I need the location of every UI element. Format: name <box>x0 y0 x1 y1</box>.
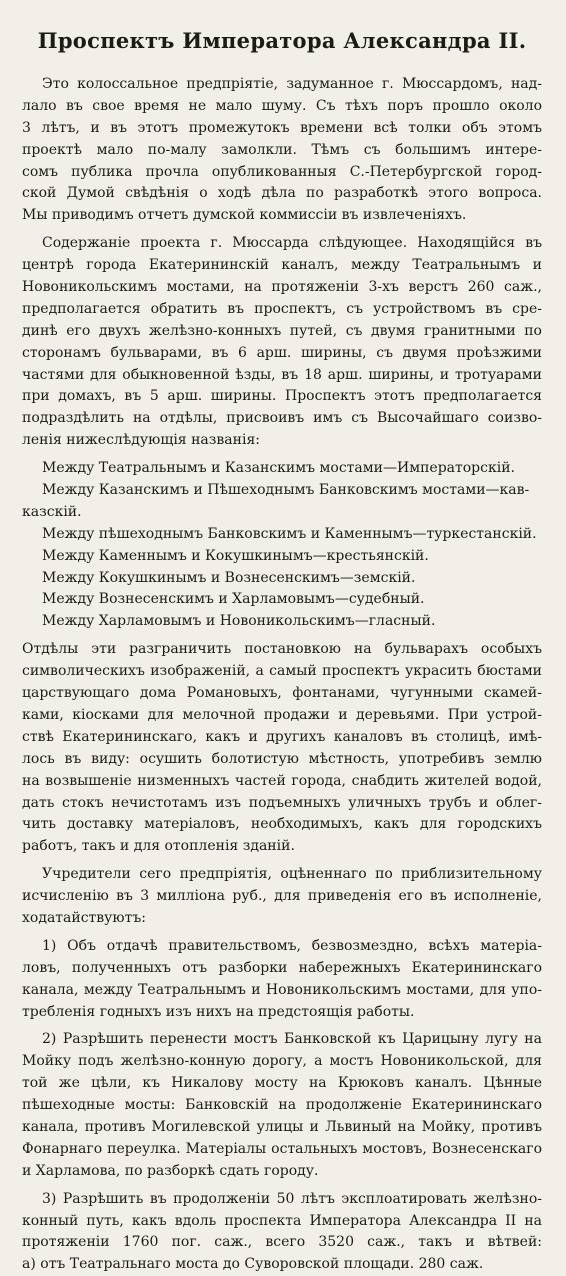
text-line: Мойку подъ желѣзно-конную дорогу, а мостъ Новоникольской, для <box>22 1053 542 1070</box>
text-line: центрѣ города Екатерининскій каналъ, между Театральнымъ и <box>22 257 542 274</box>
paragraph <box>22 936 542 1024</box>
paragraph <box>22 639 542 858</box>
text-line: конный путь, какъ вдоль проспекта Императора Александра II на <box>22 1212 542 1229</box>
text-line: Новоникольскимъ мостами, на протяженіи 3-хъ верстъ 260 саж., <box>22 279 542 296</box>
text-line: ленія нижеслѣдующія названія: <box>22 432 260 449</box>
text-line: 3 лѣтъ, и въ этотъ промежутокъ времени всѣ толки объ этомъ <box>22 119 542 136</box>
text-line: протяженіи 1760 пог. саж., всего 3520 саж., такъ и вѣтвей: <box>22 1234 542 1251</box>
text-line: динѣ его двухъ желѣзно-конныхъ путей, съ двумя гранитными по <box>22 322 542 339</box>
text-line: Мы приводимъ отчетъ думской коммиссіи въ извлеченіяхъ. <box>22 207 467 224</box>
text-line: дать стокъ нечистотамъ изъ подъемныхъ уличныхъ трубъ и облег- <box>22 794 542 811</box>
text-line: той же цѣли, къ Никалову мосту на Крюковъ каналъ. Цѣнные <box>22 1075 542 1092</box>
paragraph <box>22 74 542 227</box>
text-line: ской Думой свѣдѣнія о ходѣ дѣла по разработкѣ этого вопроса. <box>22 185 542 202</box>
text-line: работъ, такъ и для отопленія зданій. <box>22 838 295 855</box>
text-line: подраздѣлить на отдѣлы, присвоивъ имъ съ Высочайшаго соизво- <box>22 410 542 427</box>
paragraph <box>22 502 542 524</box>
paragraph <box>22 524 542 633</box>
text-line: символическихъ изображеній, а самый проспектъ украсить бюстами <box>22 663 542 680</box>
text-line: предполагается обратить въ проспектъ, съ устройствомъ въ сре- <box>22 300 542 317</box>
paragraph <box>22 1189 542 1276</box>
text-line: лало въ свое время не мало шуму. Съ тѣхъ поръ прошло около <box>22 97 542 114</box>
text-line: Это колоссальное предпріятіе, задуманное г. Мюссардомъ, над- <box>42 76 542 92</box>
text-line: канала, противъ Могилевской улицы и Львиный на Мойку, противъ <box>22 1118 542 1135</box>
text-line: а) отъ Театральнаго моста до Суворовской площади. 280 саж. <box>22 1256 484 1273</box>
text-line: и Харламова, по разборкѣ сдать городу. <box>22 1162 319 1179</box>
paragraph <box>22 1029 542 1182</box>
text-line: частями для обыкновенной ѣзды, въ 18 арш. ширины, и тротуарами <box>22 366 542 383</box>
paragraph <box>22 864 542 930</box>
text-line: проектѣ мало по-малу замолкли. Тѣмъ съ большимъ интере- <box>22 141 542 158</box>
paragraph <box>22 233 542 452</box>
text-line: Отдѣлы эти разграничить постановкою на бульварахъ особыхъ <box>22 641 542 658</box>
text-line: ствѣ Екатерининскаго, какъ и другихъ каналовъ въ столицѣ, имѣ- <box>22 728 542 745</box>
text-line: требленія годныхъ изъ нихъ на предстоящія работы. <box>22 1003 415 1020</box>
text-line: Содержаніе проекта г. Мюссарда слѣдующее. Находящійся въ <box>42 235 542 252</box>
text-line: чить доставку матеріаловъ, необходимыхъ, какъ для городскихъ <box>22 816 542 833</box>
text-line: Между Вознесенскимъ и Харламовымъ—судебный. <box>42 591 425 608</box>
text-line: Между Театральнымъ и Казанскимъ мостами—Императорскій. <box>42 460 515 477</box>
page-title: Проспектъ Императора Александра II. <box>37 28 527 53</box>
text-line: Фонарнаго переулка. Матеріалы остальныхъ мостовъ, Вознесенскаго <box>22 1140 542 1157</box>
text-line: ками, кіосками для мелочной продажи и деревьями. При устрой- <box>22 706 542 723</box>
text-line: сомъ публика прочла опубликованныя С.-Петербургской город- <box>22 163 542 180</box>
text-line: пѣшеходные мосты: Банковскій на продолженіе Екатерининскаго <box>22 1097 542 1114</box>
text-line: казскій. <box>22 503 82 520</box>
text-line: 1) Объ отдачѣ правительствомъ, безвозмездно, всѣхъ матеріа- <box>42 937 542 954</box>
paragraph <box>22 458 542 502</box>
text-line: Между Казанскимъ и Пѣшеходнымъ Банковскимъ мостами—кав- <box>42 482 530 499</box>
text-line: 3) Разрѣшить въ продолженіи 50 лѣтъ эксплоатировать желѣзно- <box>42 1190 542 1207</box>
text-line: исчисленію въ 3 милліона руб., для приведенія его въ исполненіе, <box>22 888 542 905</box>
text-line: при домахъ, въ 5 арш. ширины. Проспектъ этотъ предполагается <box>22 388 542 405</box>
text-line: Учредители сего предпріятія, оцѣненнаго по приблизительному <box>42 866 542 883</box>
text-line: Между Харламовымъ и Новоникольскимъ—гласный. <box>42 613 436 630</box>
text-line: на возвышеніе низменныхъ частей города, снабдить жителей водой, <box>22 772 542 789</box>
article-body <box>22 74 542 1276</box>
text-line: сторонамъ бульварами, въ 6 арш. ширины, съ двумя проѣзжими <box>22 344 542 361</box>
text-line: лось въ виду: осушить болотистую мѣстность, употребивъ землю <box>22 750 542 767</box>
text-line: ловъ, полученныхъ отъ разборки набережныхъ Екатерининскаго <box>22 959 542 976</box>
text-line: царствующаго дома Романовыхъ, фонтанами, чугунными скамей- <box>22 685 542 702</box>
text-line: ходатайствуютъ: <box>22 909 146 926</box>
text-line: Между Каменнымъ и Кокушкинымъ—крестьянскій. <box>42 547 429 564</box>
text-line: 2) Разрѣшить перенести мостъ Банковской къ Царицыну лугу на <box>42 1031 542 1048</box>
text-line: Между пѣшеходнымъ Банковскимъ и Каменнымъ—туркестанскій. <box>42 525 537 542</box>
text-line: канала, между Театральнымъ и Новоникольскимъ мостами, для упо- <box>22 981 542 998</box>
text-line: Между Кокушкинымъ и Вознесенскимъ—земскій. <box>42 569 416 586</box>
